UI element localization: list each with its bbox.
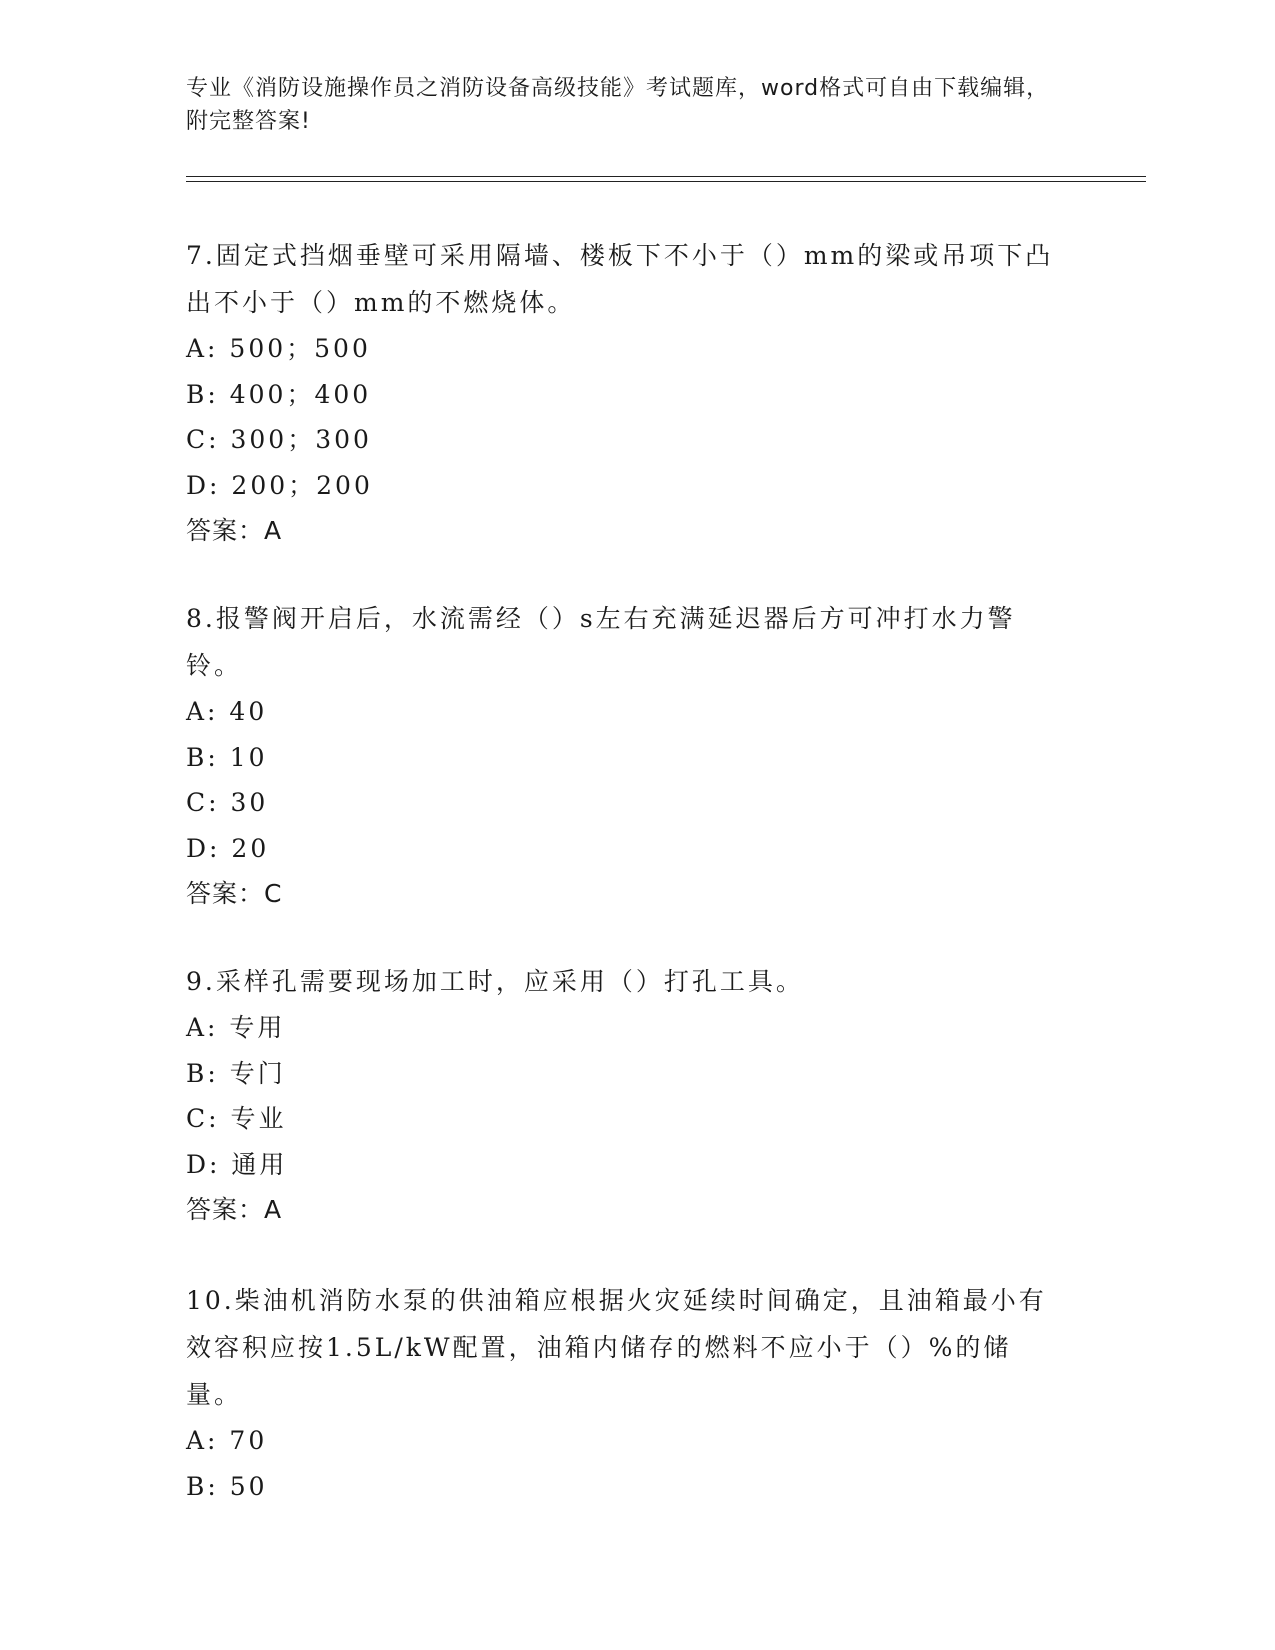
question-10 (186, 1277, 1066, 1509)
option-b: B: 50 (186, 1471, 268, 1501)
option-d: D: 通用 (186, 1149, 288, 1179)
option-d: D: 20 (186, 833, 270, 863)
answer: 答案：A (186, 1195, 283, 1224)
option-d: D: 200；200 (186, 470, 373, 500)
document-header: 专业《消防设施操作员之消防设备高级技能》考试题库，word格式可自由下载编辑，附完整答案! (186, 76, 1050, 134)
answer: 答案：C (186, 879, 283, 908)
answer: 答案：A (186, 516, 283, 545)
option-c: C: 300；300 (186, 425, 372, 454)
option-b: B: 专门 (186, 1058, 286, 1088)
option-b: B: 400；400 (186, 379, 372, 409)
question-stem: 7.固定式挡烟垂壁可采用隔墙、楼板下不小于（）mm的梁或吊项下凸出不小于（）mm的不燃烧体。 (186, 241, 1054, 317)
option-a: A: 500；500 (186, 334, 371, 363)
option-c: C: 专业 (186, 1104, 287, 1133)
option-a: A: 专用 (186, 1013, 286, 1042)
header-divider-top (186, 176, 1146, 177)
option-a: A: 40 (186, 697, 268, 726)
question-9 (186, 958, 1066, 1233)
question-stem: 9.采样孔需要现场加工时，应采用（）打孔工具。 (186, 967, 804, 996)
option-a: A: 70 (186, 1426, 268, 1455)
header-divider-bottom (186, 181, 1146, 182)
option-b: B: 10 (186, 742, 268, 772)
question-7 (186, 232, 1066, 554)
question-stem: 10.柴油机消防水泵的供油箱应根据火灾延续时间确定，且油箱最小有效容积应按1.5L/kW配置，油箱内储存的燃料不应小于（）%的储量。 (186, 1286, 1047, 1409)
question-stem: 8.报警阀开启后，水流需经（）s左右充满延迟器后方可冲打水力警铃。 (186, 604, 1016, 680)
question-8 (186, 595, 1066, 917)
option-c: C: 30 (186, 788, 269, 817)
